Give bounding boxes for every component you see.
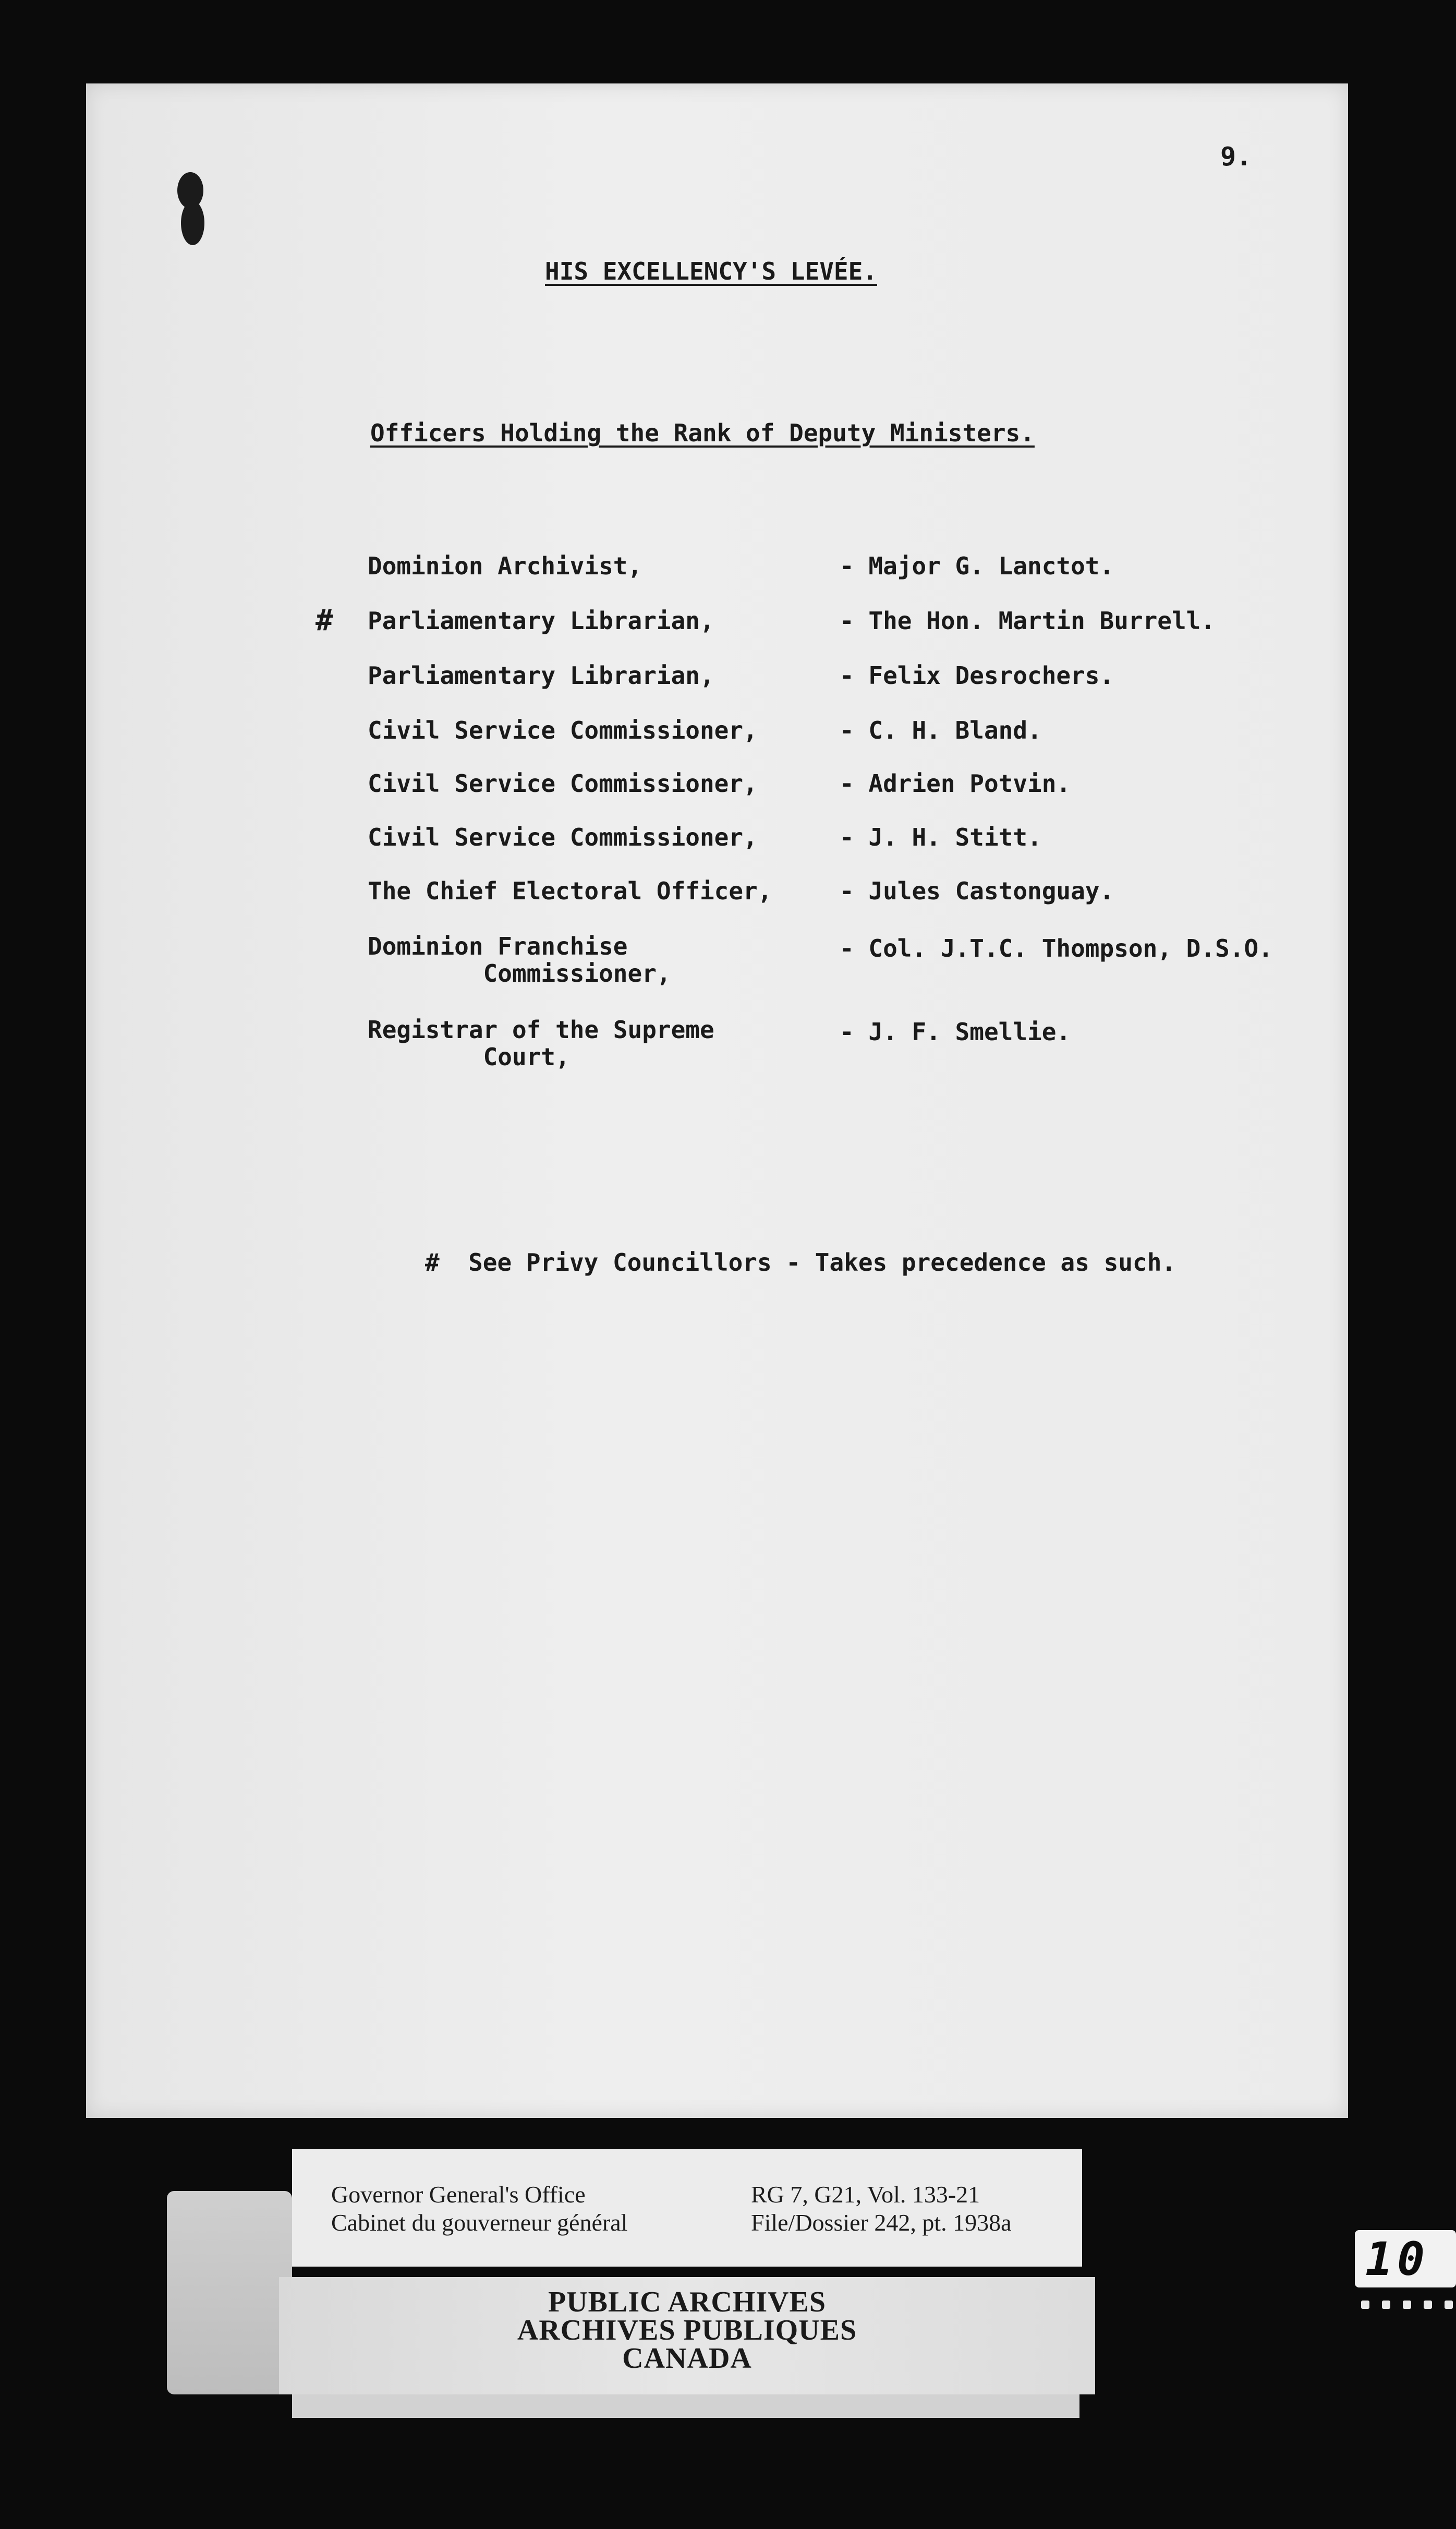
entry-holder: - The Hon. Martin Burrell. [840,607,1216,635]
document-title: HIS EXCELLENCY'S LEVÉE. [545,257,877,285]
entry-office: Civil Service Commissioner, [368,716,758,744]
archives-name-french: ARCHIVES PUBLIQUES [517,2314,857,2346]
entry-office: Civil Service Commissioner, [368,769,758,798]
archive-reference-label [292,2149,1082,2267]
entry-holder: - Col. J.T.C. Thompson, D.S.O. [840,934,1273,962]
entry-holder: - Jules Castonguay. [840,877,1114,905]
entry-office: Parliamentary Librarian, [368,661,714,690]
entry-holder: - Felix Desrochers. [840,661,1114,690]
entry-office: Registrar of the Supreme Court, [368,1016,714,1071]
archives-name-english: PUBLIC ARCHIVES [548,2286,827,2318]
frame-counter-value: 10 [1365,2232,1429,2286]
document-subtitle: Officers Holding the Rank of Deputy Ministers. [370,419,1035,447]
sprocket-hole [1361,2301,1369,2309]
entry-holder: - J. H. Stitt. [840,823,1042,851]
sprocket-hole [1403,2301,1411,2309]
entry-holder: - Adrien Potvin. [840,769,1071,798]
entry-office: The Chief Electoral Officer, [368,877,772,905]
office-name-french: Cabinet du gouverneur général [331,2209,628,2236]
page-number: 9. [1220,141,1252,172]
entry-office: Parliamentary Librarian, [368,607,714,635]
archives-stamp-label [279,2277,1095,2394]
entry-holder: - C. H. Bland. [840,716,1042,744]
typed-document-page [86,83,1348,2118]
binding-hole-mark [181,201,204,245]
sprocket-hole [1445,2301,1453,2309]
entry-office: Civil Service Commissioner, [368,823,758,851]
record-group-reference: RG 7, G21, Vol. 133-21 [751,2181,980,2208]
office-name-english: Governor General's Office [331,2181,586,2208]
frame-counter [1355,2230,1456,2287]
entry-office: Dominion Archivist, [368,552,642,580]
label-tab [167,2191,292,2394]
archives-country: CANADA [622,2342,752,2375]
sprocket-hole [1424,2301,1432,2309]
footnote: # See Privy Councillors - Takes precedence as such. [425,1248,1176,1276]
entry-marker: # [316,604,333,637]
sprocket-hole [1382,2301,1390,2309]
entry-office: Dominion Franchise Commissioner, [368,932,671,987]
file-reference: File/Dossier 242, pt. 1938a [751,2209,1012,2236]
entry-holder: - Major G. Lanctot. [840,552,1114,580]
label-strip [292,2394,1079,2418]
entry-holder: - J. F. Smellie. [840,1018,1071,1046]
